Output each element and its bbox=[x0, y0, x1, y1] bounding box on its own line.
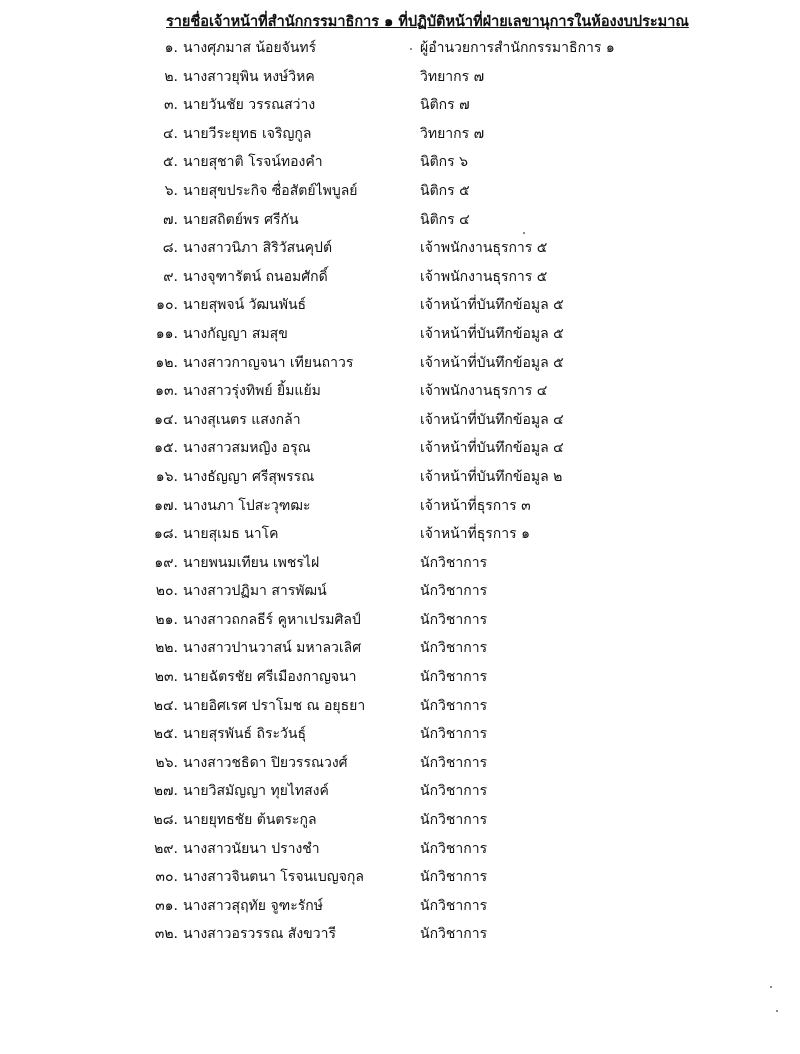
staff-position: นักวิชาการ bbox=[420, 583, 488, 600]
staff-row bbox=[0, 548, 800, 577]
staff-name: นางสาวจินตนา โรจนเบญจกุล bbox=[183, 869, 364, 886]
staff-name: นายฉัตรชัย ศรีเมืองกาญจนา bbox=[183, 669, 357, 686]
staff-row bbox=[0, 691, 800, 720]
staff-number: ๑. bbox=[164, 40, 178, 56]
staff-name: นางนภา โปสะวุฑฒะ bbox=[183, 497, 311, 514]
scan-speck bbox=[523, 232, 525, 234]
staff-name: นายสุชาติ โรจน์ทองคำ bbox=[183, 154, 323, 171]
staff-position: นักวิชาการ bbox=[420, 783, 488, 800]
staff-position: นิติกร ๕ bbox=[420, 182, 470, 199]
staff-number: ๕. bbox=[162, 154, 178, 171]
staff-row bbox=[0, 319, 800, 348]
staff-position: นิติกร ๖ bbox=[420, 154, 468, 171]
staff-number: ๓๐. bbox=[155, 869, 178, 886]
staff-row bbox=[0, 433, 800, 462]
staff-name: นายสถิตย์พร ศรีกัน bbox=[183, 211, 299, 228]
staff-number: ๒๓. bbox=[154, 669, 178, 686]
scan-speck bbox=[770, 986, 772, 988]
staff-row bbox=[0, 90, 800, 119]
staff-position: นักวิชาการ bbox=[420, 840, 488, 857]
staff-number: ๒. bbox=[164, 68, 178, 85]
staff-list bbox=[0, 33, 800, 948]
scan-speck bbox=[410, 48, 412, 50]
staff-name: นายอิศเรศ ปราโมช ณ อยุธยา bbox=[183, 697, 366, 714]
staff-name: นายสุเมธ นาโค bbox=[183, 526, 279, 543]
staff-row bbox=[0, 519, 800, 548]
staff-name: นางสุเนตร แสงกล้า bbox=[183, 411, 301, 428]
staff-row bbox=[0, 405, 800, 434]
staff-number: ๖. bbox=[164, 182, 178, 199]
staff-row bbox=[0, 176, 800, 205]
staff-number: ๓. bbox=[163, 97, 178, 114]
staff-name: นางสาวถกลธีร์ คูหาเปรมศิลป์ bbox=[183, 611, 361, 628]
staff-position: เจ้าพนักงานธุรการ ๕ bbox=[420, 240, 548, 257]
staff-name: นางสาวอรวรรณ สังขวารี bbox=[183, 926, 336, 943]
staff-position: นักวิชาการ bbox=[420, 754, 488, 771]
staff-number: ๒๑. bbox=[155, 611, 178, 628]
staff-position: เจ้าหน้าที่บันทึกข้อมูล ๕ bbox=[420, 297, 564, 314]
staff-position: นักวิชาการ bbox=[420, 640, 488, 657]
staff-position: เจ้าหน้าที่บันทึกข้อมูล ๔ bbox=[420, 411, 564, 428]
staff-row bbox=[0, 62, 800, 91]
staff-number: ๙. bbox=[163, 268, 178, 285]
staff-number: ๒๐. bbox=[155, 583, 178, 600]
staff-position: นักวิชาการ bbox=[420, 812, 488, 829]
staff-number: ๒๗. bbox=[153, 783, 178, 800]
staff-position: นักวิชาการ bbox=[420, 869, 488, 886]
staff-name: นางสาวนัยนา ปรางชำ bbox=[183, 840, 320, 857]
staff-position: เจ้าหน้าที่บันทึกข้อมูล ๔ bbox=[420, 440, 564, 457]
staff-position: ผู้อำนวยการสำนักกรรมาธิการ ๑ bbox=[420, 40, 615, 56]
staff-row bbox=[0, 147, 800, 176]
staff-number: ๒๕. bbox=[153, 726, 178, 743]
staff-position: นักวิชาการ bbox=[420, 697, 488, 714]
staff-number: ๒๖. bbox=[155, 754, 178, 771]
staff-row bbox=[0, 834, 800, 863]
staff-name: นางสาวปานวาสน์ มหาลวเลิศ bbox=[183, 640, 362, 657]
staff-number: ๒๘. bbox=[153, 812, 178, 829]
staff-number: ๑๔. bbox=[154, 411, 178, 428]
scan-speck bbox=[776, 1010, 778, 1012]
staff-row bbox=[0, 119, 800, 148]
staff-number: ๘. bbox=[162, 240, 178, 257]
staff-row bbox=[0, 233, 800, 262]
staff-name: นายสุขประกิจ ซื่อสัตย์ไพบูลย์ bbox=[183, 182, 358, 199]
staff-position: เจ้าหน้าที่ธุรการ ๑ bbox=[420, 526, 530, 543]
staff-row bbox=[0, 919, 800, 948]
staff-row bbox=[0, 290, 800, 319]
staff-number: ๓๑. bbox=[155, 897, 178, 914]
staff-name: นายวันชัย วรรณสว่าง bbox=[183, 97, 316, 114]
staff-position: เจ้าพนักงานธุรการ ๕ bbox=[420, 268, 548, 285]
staff-position: นักวิชาการ bbox=[420, 554, 488, 571]
staff-row bbox=[0, 576, 800, 605]
staff-name: นายพนมเทียน เพชรไฝ bbox=[183, 554, 320, 571]
staff-name: นายสุรพันธ์ ถิระวันธุ์ bbox=[183, 726, 306, 743]
staff-row bbox=[0, 719, 800, 748]
staff-row bbox=[0, 33, 800, 62]
staff-row bbox=[0, 262, 800, 291]
staff-name: นายยุทธชัย ต้นตระกูล bbox=[183, 812, 317, 829]
staff-name: นางกัญญา สมสุข bbox=[183, 325, 288, 342]
staff-position: นิติกร ๗ bbox=[420, 97, 470, 114]
staff-position: วิทยากร ๗ bbox=[420, 125, 485, 142]
staff-position: เจ้าหน้าที่บันทึกข้อมูล ๕ bbox=[420, 354, 564, 371]
staff-row bbox=[0, 348, 800, 377]
staff-number: ๑๐. bbox=[156, 297, 178, 314]
staff-name: นางสาวปฏิมา สารพัฒน์ bbox=[183, 583, 327, 600]
staff-row bbox=[0, 776, 800, 805]
staff-number: ๑๓. bbox=[155, 383, 178, 400]
staff-name: นางสาวนิภา สิริวัสนคุปต์ bbox=[183, 240, 333, 257]
staff-number: ๑๕. bbox=[154, 440, 178, 457]
staff-row bbox=[0, 605, 800, 634]
staff-name: นางธัญญา ศรีสุพรรณ bbox=[183, 468, 315, 485]
staff-number: ๒๙. bbox=[154, 840, 178, 857]
staff-position: วิทยากร ๗ bbox=[420, 68, 485, 85]
staff-number: ๗. bbox=[163, 211, 178, 228]
staff-name: นางสาวสมหญิง อรุณ bbox=[183, 440, 311, 457]
staff-row bbox=[0, 862, 800, 891]
staff-name: นายวีระยุทธ เจริญกูล bbox=[183, 125, 312, 142]
staff-name: นางศุภมาส น้อยจันทร์ bbox=[183, 40, 317, 56]
staff-number: ๓๒. bbox=[154, 926, 178, 943]
staff-number: ๒๒. bbox=[155, 640, 178, 657]
staff-position: นิติกร ๔ bbox=[420, 211, 470, 228]
staff-name: นางสาวกาญจนา เทียนถาวร bbox=[183, 354, 354, 371]
staff-position: นักวิชาการ bbox=[420, 897, 488, 914]
staff-row bbox=[0, 205, 800, 234]
staff-number: ๑๒. bbox=[155, 354, 178, 371]
staff-name: นางสาวยุพิน หงษ์วิหค bbox=[183, 68, 315, 85]
staff-number: ๑๖. bbox=[155, 468, 178, 485]
staff-row bbox=[0, 891, 800, 920]
staff-name: นายวิสมัญญา ทุยไทสงค์ bbox=[183, 783, 329, 800]
staff-name: นางสาวสุฤทัย จูฑะรักษ์ bbox=[183, 897, 324, 914]
staff-row bbox=[0, 662, 800, 691]
staff-number: ๑๙. bbox=[154, 554, 178, 571]
staff-name: นางสาวชธิดา ปิยวรรณวงศ์ bbox=[183, 754, 348, 771]
staff-row bbox=[0, 805, 800, 834]
staff-row bbox=[0, 633, 800, 662]
staff-number: ๑๘. bbox=[153, 526, 178, 543]
staff-position: นักวิชาการ bbox=[420, 611, 488, 628]
staff-row bbox=[0, 462, 800, 491]
staff-position: นักวิชาการ bbox=[420, 726, 488, 743]
staff-position: เจ้าหน้าที่ธุรการ ๓ bbox=[420, 497, 531, 514]
staff-name: นางจุฑารัตน์ ถนอมศักดิ์ bbox=[183, 268, 328, 285]
staff-name: นางสาวรุ่งทิพย์ ยิ้มแย้ม bbox=[183, 383, 321, 400]
staff-position: เจ้าหน้าที่บันทึกข้อมูล ๕ bbox=[420, 325, 564, 342]
staff-number: ๑๗. bbox=[154, 497, 178, 514]
staff-row bbox=[0, 491, 800, 520]
staff-position: เจ้าหน้าที่บันทึกข้อมูล ๒ bbox=[420, 468, 563, 485]
staff-name: นายสุพจน์ วัฒนพันธ์ bbox=[183, 297, 307, 314]
document-title: รายชื่อเจ้าหน้าที่สำนักกรรมาธิการ ๑ ที่ปฏิบัติหน้าที่ฝ่ายเลขานุการในห้องงบประมาณ bbox=[166, 13, 689, 30]
staff-number: ๒๔. bbox=[153, 697, 178, 714]
staff-position: นักวิชาการ bbox=[420, 926, 488, 943]
staff-number: ๔. bbox=[162, 125, 178, 142]
staff-position: เจ้าพนักงานธุรการ ๔ bbox=[420, 383, 548, 400]
staff-row bbox=[0, 376, 800, 405]
staff-row bbox=[0, 748, 800, 777]
staff-position: นักวิชาการ bbox=[420, 669, 488, 686]
staff-number: ๑๑. bbox=[155, 325, 178, 342]
